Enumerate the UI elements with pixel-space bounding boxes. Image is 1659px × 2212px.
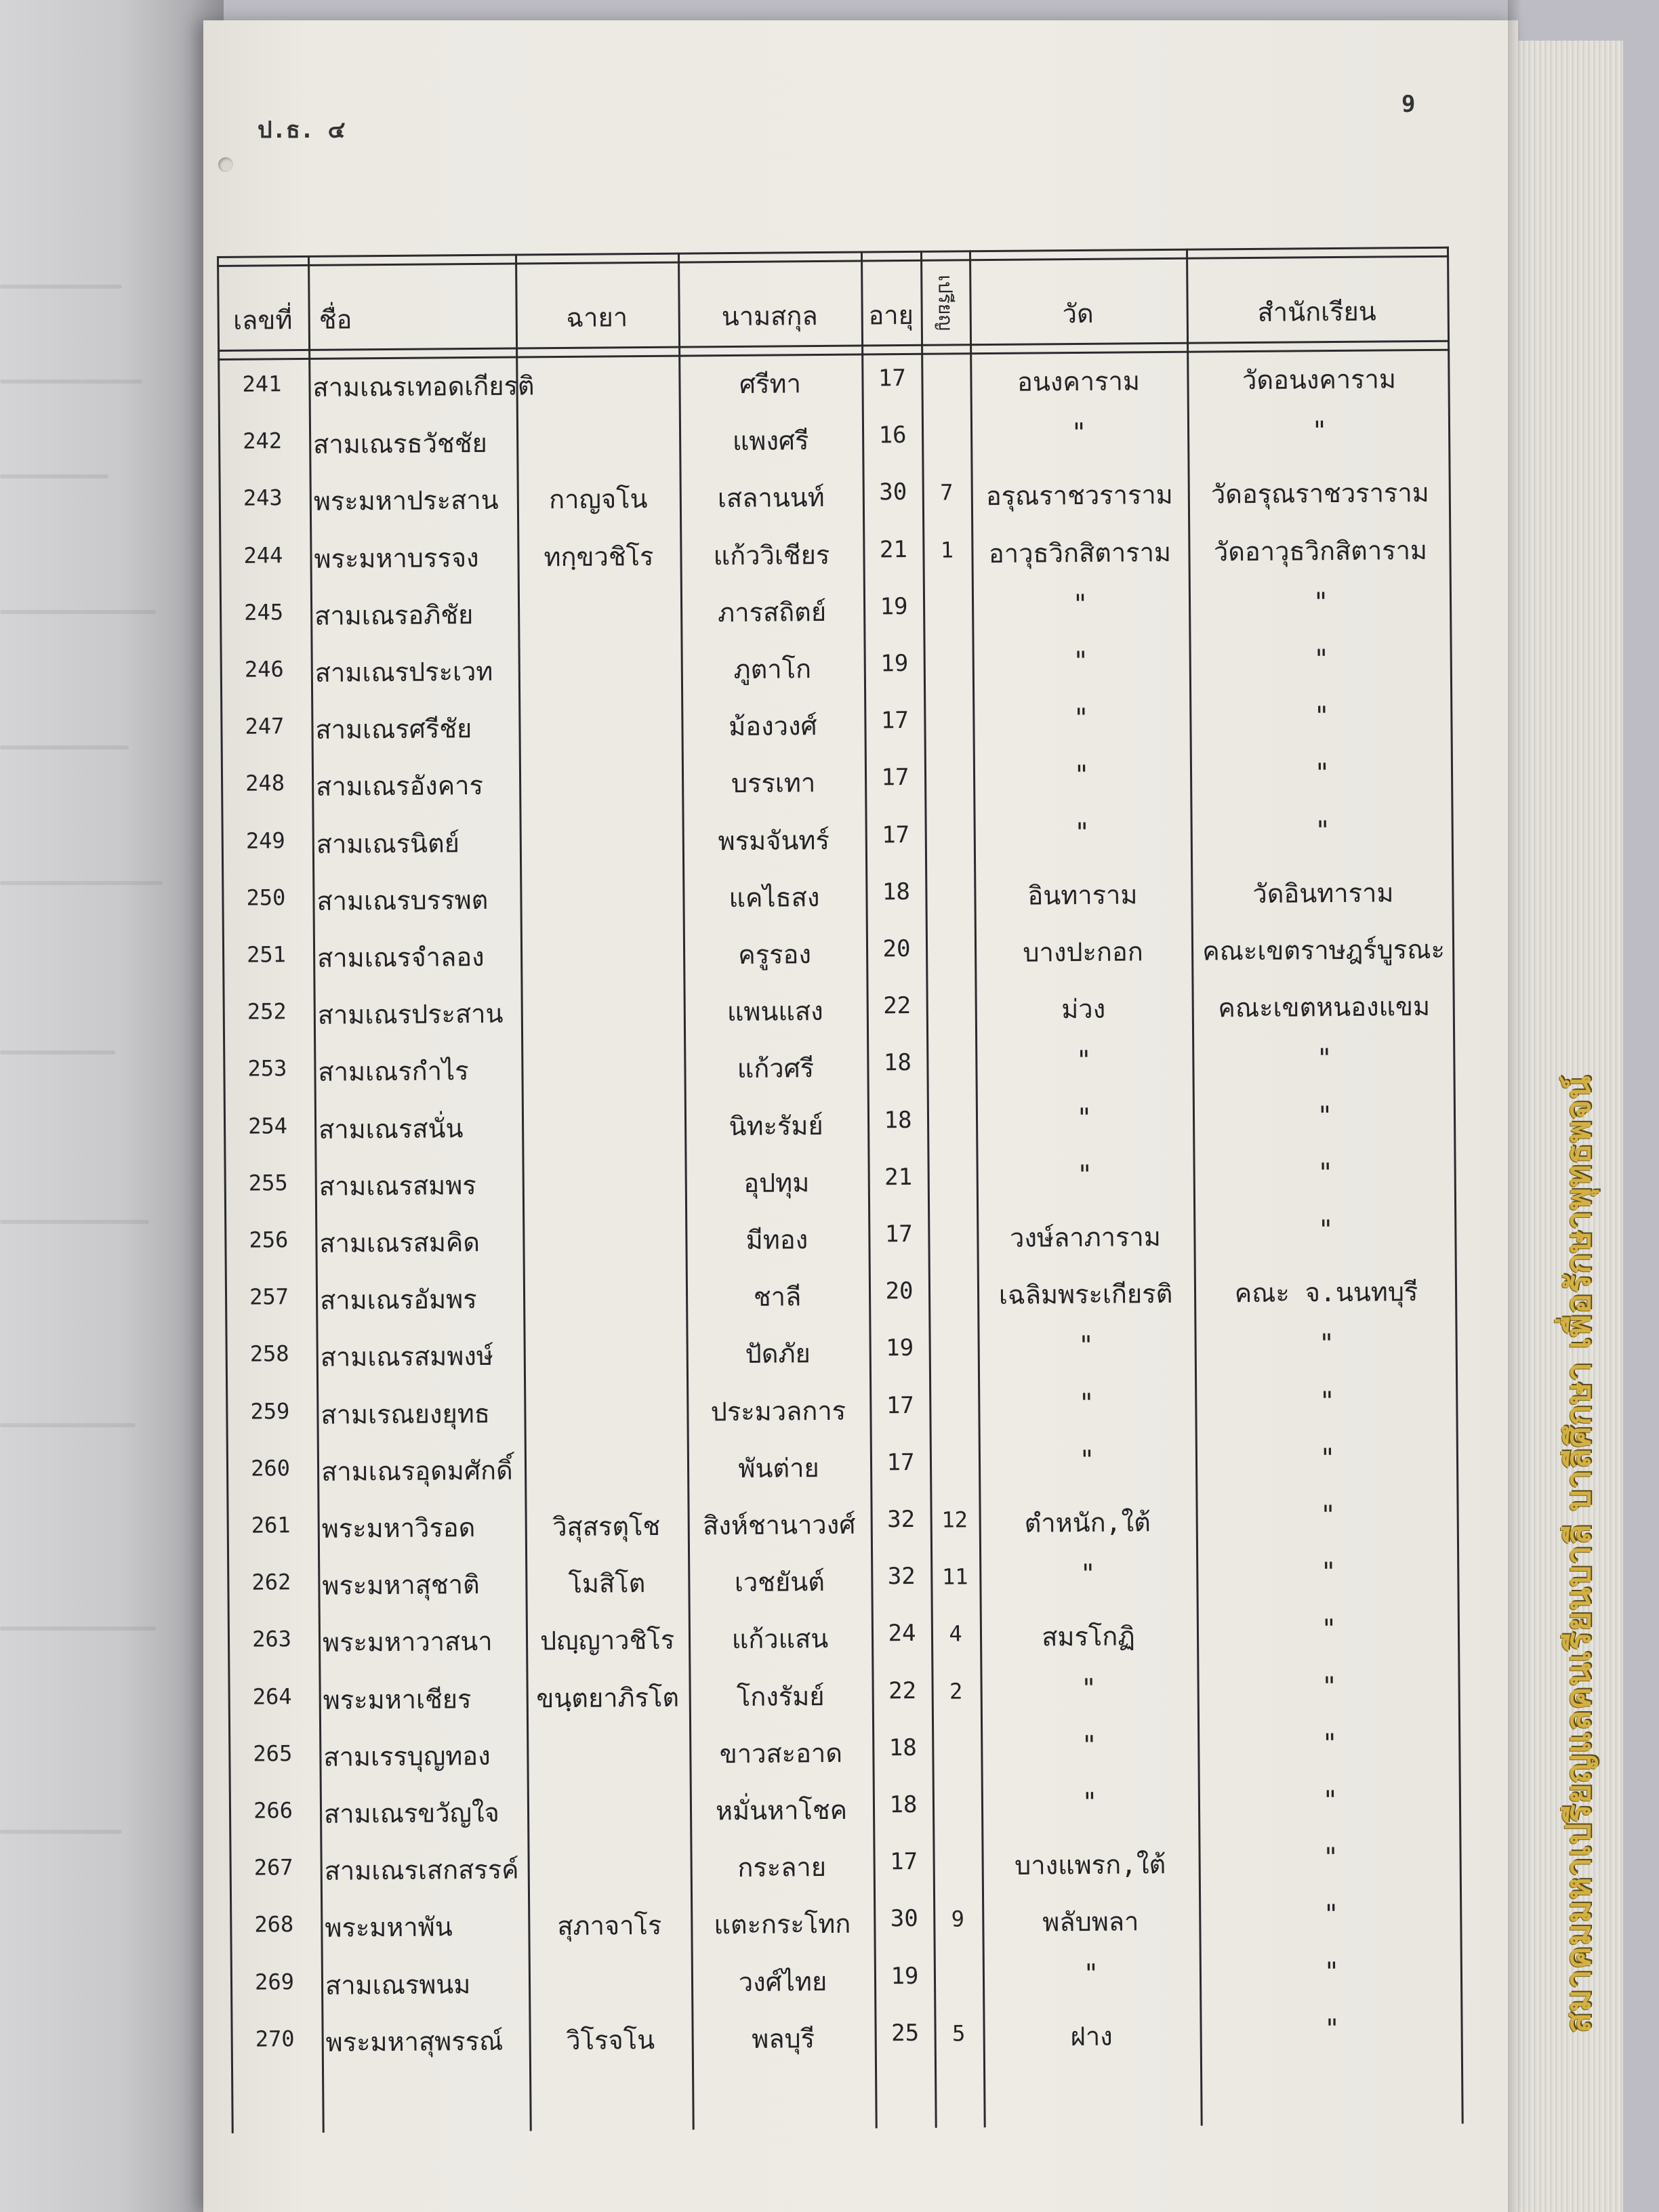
row-surname: แคไธสง [729, 882, 820, 913]
row-name: พระมหาสุชาติ [322, 1570, 480, 1601]
table-row [227, 1548, 1460, 1614]
row-age: 17 [886, 1391, 914, 1419]
row-grade [926, 936, 975, 937]
table-row [222, 920, 1455, 987]
row-temple: " [1071, 417, 1087, 448]
row-monastic-name: กาญจโน [548, 484, 648, 515]
row-age: 24 [888, 1620, 916, 1647]
row-temple: " [1080, 1559, 1096, 1589]
row-number: 268 [254, 1911, 294, 1938]
row-grade: 11 [941, 1563, 968, 1590]
row-monastic-name [523, 1220, 685, 1221]
row-monastic-name [520, 820, 682, 821]
row-surname: ศรีทา [739, 369, 802, 399]
row-surname: หมั่นหาโชค [715, 1795, 848, 1826]
row-monastic-name: สุภาจาโร [557, 1910, 662, 1942]
row-name: สามเณรกำไร [318, 1056, 469, 1088]
table-row [219, 464, 1452, 530]
row-number: 243 [243, 485, 283, 512]
row-monastic-name [529, 1961, 691, 1963]
row-temple: " [1073, 703, 1089, 733]
row-temple: " [1073, 760, 1090, 790]
row-name: สามเณรประเวท [314, 656, 493, 688]
row-number: 254 [248, 1112, 288, 1139]
row-age: 17 [889, 1848, 918, 1876]
row-surname: พันต่าย [738, 1452, 819, 1483]
row-monastic-name [527, 1733, 689, 1734]
table-row [225, 1263, 1458, 1329]
row-name: สามเณรสนั่น [318, 1113, 464, 1145]
row-temple: อินทาราม [1027, 880, 1138, 911]
row-temple: " [1078, 1330, 1094, 1361]
row-school: " [1319, 1328, 1335, 1359]
row-temple: " [1073, 645, 1089, 676]
row-number: 252 [247, 998, 287, 1025]
row-number: 269 [254, 1968, 295, 1995]
row-name: พระมหาบรรจง [314, 542, 479, 574]
row-school: วัดอาวุธวิกสิตาราม [1213, 535, 1428, 567]
row-number: 242 [243, 428, 283, 454]
row-school: " [1311, 415, 1328, 446]
row-monastic-name [518, 592, 680, 593]
row-monastic-name: วิสุสรตุโช [552, 1511, 661, 1542]
row-age: 32 [887, 1505, 916, 1534]
row-surname: โกงรัมย์ [736, 1681, 825, 1712]
row-school: " [1317, 1100, 1333, 1130]
row-age: 30 [879, 478, 907, 506]
row-school: " [1324, 1956, 1340, 1986]
header-surname: นามสกุล [721, 301, 818, 332]
row-temple: อรุณราชวราราม [985, 480, 1173, 512]
row-temple: " [1076, 1045, 1092, 1076]
table-row [221, 749, 1454, 815]
row-age: 18 [884, 1106, 912, 1134]
row-monastic-name: วิโรจโน [566, 2024, 655, 2055]
row-surname: ปัดภัย [745, 1338, 811, 1370]
row-age: 17 [878, 365, 907, 392]
row-name: สามเรณยงยุทธ [321, 1398, 491, 1430]
row-monastic-name [518, 649, 681, 651]
row-age: 25 [890, 2019, 920, 2047]
row-number: 266 [253, 1797, 293, 1824]
row-temple: " [1082, 1786, 1098, 1818]
row-monastic-name [524, 1334, 687, 1335]
table-row [224, 1091, 1456, 1158]
table-row [222, 977, 1455, 1044]
row-name: พระมหาพัน [325, 1912, 453, 1944]
row-surname: เวชยันต์ [734, 1567, 825, 1598]
table-row [229, 1776, 1462, 1843]
row-number: 245 [244, 599, 284, 626]
row-temple: " [1076, 1102, 1092, 1132]
row-surname: มีทอง [745, 1225, 808, 1255]
row-surname: พลบุรี [752, 2023, 815, 2054]
header-name: ชื่อ [319, 304, 352, 335]
row-grade [921, 365, 970, 366]
row-monastic-name [520, 935, 683, 936]
page-edge-shadow [1508, 0, 1521, 2212]
row-grade: 9 [951, 1906, 965, 1932]
row-school: " [1317, 1214, 1334, 1245]
row-surname: ขาวสะอาด [719, 1738, 843, 1769]
watermark-stamp: สมาคมมหาเปรียญแลคนเรียนบาลี บาลีศึกษา เพื่อรักษาพุทธพจน์ [1559, 1075, 1598, 2033]
row-grade [926, 993, 975, 994]
row-temple: ม่วง [1061, 994, 1106, 1025]
row-school: คณะเขตหนองแขม [1218, 991, 1431, 1023]
table-row [224, 1148, 1456, 1214]
row-name: สามเณรจำลอง [316, 941, 485, 973]
row-school: " [1322, 1842, 1339, 1872]
row-age: 20 [882, 935, 911, 963]
row-temple: " [1081, 1673, 1097, 1703]
row-monastic-name [527, 1790, 690, 1792]
row-monastic-name: ขนฺตยาภิรโต [536, 1682, 680, 1713]
row-age: 21 [879, 535, 908, 563]
row-name: สามเณรอัมพร [319, 1284, 477, 1316]
row-name: สามเณรธวัชชัย [313, 428, 487, 460]
row-name: พระมหาวิรอด [321, 1513, 476, 1544]
row-temple: " [1074, 817, 1090, 847]
table-row [222, 863, 1454, 929]
row-age: 19 [886, 1334, 914, 1362]
row-grade: 12 [941, 1507, 968, 1533]
section-label: ป.ธ. ๔ [258, 117, 346, 144]
row-number: 249 [245, 827, 285, 854]
row-age: 16 [878, 422, 907, 449]
header-temple: วัด [1062, 298, 1094, 329]
row-surname: สิงห์ชานาวงศ์ [702, 1509, 856, 1541]
row-number: 262 [251, 1569, 291, 1595]
row-temple: บางแพรก,ใต้ [1014, 1849, 1166, 1881]
facing-page [0, 0, 224, 2212]
header-school: สำนักเรียน [1257, 296, 1376, 327]
row-surname: วงศ์ไทย [738, 1966, 827, 1997]
row-school: " [1322, 1727, 1338, 1759]
row-grade [925, 879, 974, 880]
row-grade [927, 1107, 976, 1108]
row-surname: แพนแสง [726, 996, 823, 1027]
row-school: คณะเขตราษฎร์บูรณะ [1202, 934, 1446, 966]
row-monastic-name [527, 1847, 690, 1849]
row-age: 30 [890, 1905, 918, 1933]
row-temple: " [1072, 588, 1088, 619]
row-number: 260 [250, 1455, 291, 1481]
row-age: 18 [882, 878, 911, 906]
row-school: " [1313, 644, 1330, 674]
table-row [228, 1662, 1460, 1728]
row-surname: แก้วแสน [731, 1624, 829, 1655]
row-number: 250 [246, 884, 286, 911]
row-school: " [1313, 701, 1330, 731]
row-monastic-name [524, 1391, 687, 1392]
row-number: 255 [248, 1170, 288, 1196]
row-number: 267 [253, 1854, 293, 1881]
row-surname: ภารสถิตย์ [717, 596, 827, 628]
row-school: " [1322, 1785, 1338, 1816]
row-grade [933, 1792, 981, 1793]
row-surname: ม้องวงศ์ [729, 711, 817, 742]
row-temple: ตำหนัก,ใต้ [1024, 1507, 1151, 1538]
row-name: สามเณรพนม [325, 1969, 471, 2001]
row-temple: บางปะกอก [1023, 937, 1143, 968]
row-school: " [1319, 1442, 1336, 1473]
row-name: พระมหาเชียร [323, 1683, 472, 1715]
row-age: 17 [880, 707, 909, 735]
row-age: 19 [890, 1962, 919, 1990]
row-school: " [1313, 586, 1329, 617]
row-school: " [1319, 1385, 1335, 1416]
table-row [219, 520, 1452, 587]
row-surname: นิทะรัมย์ [729, 1110, 823, 1141]
row-school: " [1320, 1557, 1336, 1587]
row-name: พระมหาวาสนา [322, 1626, 493, 1658]
header-age: อายุ [868, 300, 914, 331]
table-row [220, 578, 1452, 644]
row-monastic-name: ปญฺญาวชิโร [539, 1625, 675, 1656]
row-grade [925, 822, 974, 823]
row-grade [928, 1221, 977, 1222]
row-temple: " [1078, 1387, 1094, 1418]
row-school: " [1323, 1899, 1339, 1929]
table-row [228, 1719, 1461, 1785]
row-grade: 2 [949, 1678, 963, 1704]
table-row [220, 692, 1453, 758]
row-monastic-name [523, 1162, 685, 1164]
row-age: 22 [883, 992, 912, 1020]
table-row [230, 2004, 1463, 2070]
row-grade [932, 1735, 981, 1736]
table-row [230, 1947, 1463, 2013]
row-surname: ภูตาโก [733, 654, 812, 685]
row-school: วัดอินทาราม [1252, 878, 1394, 909]
row-name: สามเณรเทอดเกียรติ [312, 371, 535, 403]
row-grade [934, 1963, 983, 1964]
row-number: 270 [255, 2025, 295, 2052]
row-grade: 7 [939, 479, 954, 506]
row-monastic-name [520, 877, 682, 878]
row-school: " [1321, 1614, 1337, 1644]
table-row [224, 1206, 1457, 1272]
row-name: สามเณรอุดมศักดิ์ [321, 1455, 513, 1487]
row-number: 264 [252, 1683, 292, 1710]
row-number: 259 [250, 1397, 290, 1425]
row-age: 22 [888, 1677, 917, 1704]
row-number: 263 [251, 1626, 292, 1653]
row-monastic-name: ทกฺขวชิโร [544, 541, 654, 572]
row-number: 246 [244, 656, 284, 682]
row-school: " [1321, 1671, 1338, 1701]
row-number: 257 [249, 1284, 289, 1310]
row-grade [926, 1050, 975, 1051]
row-name: สามเณรสมพงษ์ [320, 1341, 494, 1373]
row-grade: 5 [951, 2020, 966, 2047]
row-name: สามเณรประสาน [317, 998, 504, 1031]
page-number: 9 [1401, 91, 1416, 118]
row-surname: แตะกระโทก [714, 1909, 851, 1940]
row-name: สามเณรนิตย์ [316, 827, 460, 859]
row-school: " [1315, 815, 1331, 845]
row-temple: " [1081, 1729, 1097, 1760]
row-monastic-name [525, 1448, 687, 1449]
row-number: 241 [242, 371, 282, 397]
row-number: 244 [243, 541, 283, 569]
row-temple: เฉลิมพระเกียรติ [998, 1279, 1173, 1311]
row-age: 20 [885, 1277, 914, 1305]
table-row [228, 1605, 1460, 1671]
table-row [229, 1833, 1462, 1900]
row-school: " [1316, 1043, 1332, 1073]
row-school: " [1317, 1157, 1334, 1188]
table-row [226, 1491, 1459, 1557]
row-surname: อุปทุม [743, 1167, 810, 1198]
row-school: วัดอรุณราชวราราม [1210, 478, 1429, 510]
row-number: 247 [245, 713, 285, 739]
row-number: 256 [249, 1227, 289, 1253]
row-number: 265 [253, 1740, 293, 1767]
table-row [220, 635, 1453, 701]
table-row [218, 407, 1451, 473]
row-surname: ครูรอง [738, 939, 812, 970]
table-row [230, 1890, 1462, 1957]
row-grade: 4 [949, 1620, 962, 1647]
row-age: 17 [882, 821, 910, 848]
row-monastic-name [516, 364, 678, 365]
row-monastic-name [518, 706, 681, 708]
row-temple: พลับพลา [1042, 1906, 1139, 1938]
row-name: สามเณรสมพร [319, 1170, 476, 1202]
row-age: 18 [889, 1790, 918, 1819]
row-surname: แพงศรี [732, 426, 809, 457]
row-school: " [1320, 1500, 1336, 1530]
row-name: พระมหาสุพรรณ์ [325, 2026, 504, 2057]
row-number: 253 [247, 1055, 287, 1082]
row-name: สามเณรอภิชัย [314, 599, 474, 631]
header-grade: เปรียญ [934, 274, 957, 331]
row-age: 19 [880, 592, 908, 621]
table-row [226, 1376, 1458, 1443]
row-age: 32 [887, 1563, 916, 1591]
row-age: 18 [888, 1734, 917, 1762]
row-surname: บรรเทา [731, 768, 816, 799]
row-grade [924, 765, 973, 766]
row-temple: ฝาง [1070, 2021, 1113, 2051]
table-row [226, 1433, 1459, 1500]
row-age: 21 [884, 1163, 913, 1191]
row-age: 19 [880, 650, 909, 678]
row-age: 18 [883, 1049, 912, 1077]
row-name: สามเณรบรรพต [316, 884, 489, 916]
row-temple: " [1079, 1444, 1095, 1475]
header-monastic-name: ฉายา [566, 302, 628, 333]
candidate-table [217, 247, 1464, 2133]
row-age: 17 [881, 764, 909, 792]
row-monastic-name [521, 991, 684, 993]
row-number: 251 [247, 941, 287, 968]
row-monastic-name [519, 763, 682, 764]
row-number: 248 [245, 770, 285, 797]
row-school: วัดอนงคาราม [1242, 364, 1397, 396]
row-surname: ประมวลการ [710, 1395, 846, 1427]
row-grade [928, 1278, 977, 1279]
table-row [223, 1034, 1456, 1101]
row-temple: สมรโกฏิ [1042, 1621, 1136, 1652]
row-temple: อาวุธวิกสิตาราม [988, 537, 1172, 569]
row-surname: แก้วศรี [737, 1053, 815, 1084]
row-number: 258 [249, 1340, 289, 1368]
row-surname: เสลานนท์ [717, 483, 825, 514]
row-age: 17 [886, 1448, 915, 1477]
row-name: สามเรรบุญทอง [323, 1740, 491, 1772]
row-age: 17 [884, 1220, 913, 1248]
row-temple: " [1083, 1958, 1099, 1988]
row-grade [928, 1164, 977, 1165]
row-surname: แก้ววิเชียร [713, 539, 830, 571]
row-monastic-name [522, 1105, 684, 1107]
row-monastic-name [521, 1048, 684, 1050]
row-monastic-name: โมสิโต [568, 1568, 646, 1599]
row-monastic-name [523, 1277, 686, 1278]
row-name: สามเณรศรีชัย [315, 714, 472, 745]
row-surname: พรมจันทร์ [718, 825, 830, 856]
binding-hole [218, 157, 233, 172]
row-surname: กระลาย [737, 1852, 827, 1883]
row-monastic-name [516, 421, 679, 422]
row-school: " [1324, 2013, 1340, 2044]
table-row [218, 350, 1450, 416]
table-row [221, 806, 1454, 872]
row-name: สามเณรอังคาร [315, 771, 484, 802]
row-school: " [1314, 758, 1330, 788]
row-surname: ชาลี [753, 1282, 802, 1313]
row-school: คณะ จ.นนทบุรี [1234, 1277, 1418, 1309]
row-grade: 1 [940, 537, 954, 563]
row-name: พระมหาประสาน [313, 485, 499, 517]
row-name: สามเณรสมคิด [319, 1227, 480, 1258]
row-name: สามเณรขวัญใจ [323, 1797, 499, 1829]
row-temple: วงษ์ลาภาราม [1009, 1222, 1161, 1253]
header-number: เลขที่ [232, 305, 293, 335]
row-number: 261 [251, 1512, 291, 1538]
row-grade [922, 422, 970, 423]
row-name: สามเณรเสกสรรค์ [324, 1854, 519, 1887]
table-row [225, 1319, 1458, 1386]
row-temple: " [1077, 1159, 1093, 1189]
row-temple: อนงคาราม [1017, 366, 1141, 397]
